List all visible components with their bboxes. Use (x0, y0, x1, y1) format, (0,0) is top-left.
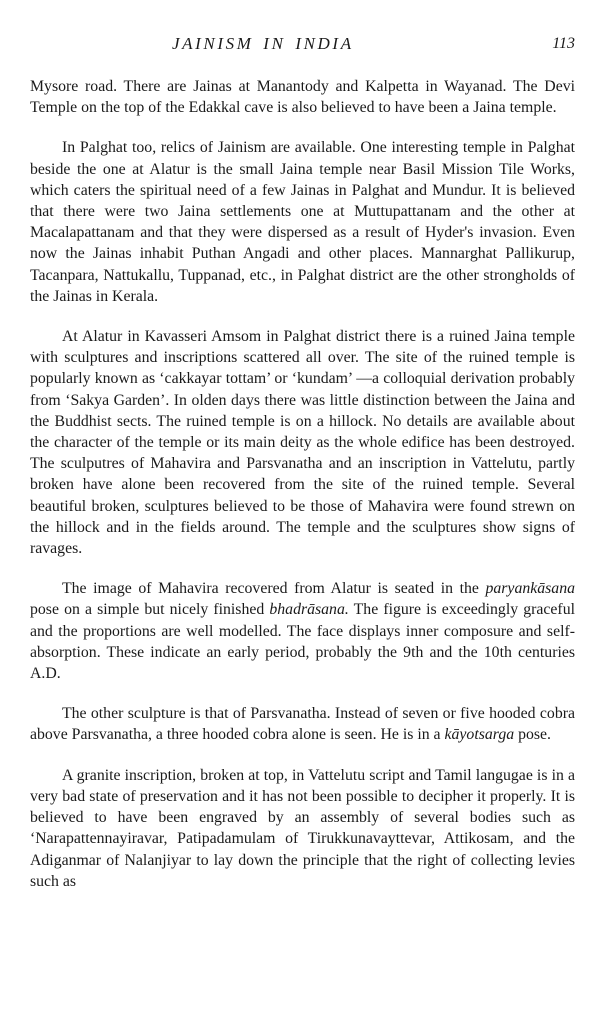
running-title: JAINISM IN INDIA (172, 34, 354, 53)
italic-term: paryankāsana (485, 580, 575, 598)
paragraph-inscription: A granite inscription, broken at top, in Vattelutu script and Tamil langugae is in a very bad state of preservation and it has not been possible to decipher it properly. It is believed to have been engraved by an assembly of several bodies such as ‘Narapattennayiravar, Patipadamulam of Tirukkunavayttevar, Attikosam, and the Adiganmar of Nalanjiyar to lay down the principle that the right of collecting levies such as (30, 766, 575, 890)
text-run: pose on a simple but nicely finished (30, 601, 270, 619)
italic-term: kāyotsarga (444, 726, 515, 744)
paragraph-parsvanatha (30, 703, 575, 745)
paragraph-alatur: At Alatur in Kavasseri Amsom in Palghat district there is a ruined Jaina temple with sculptures and inscriptions scattered all over. The site of the ruined temple is popularly known as ‘cakkayar tottam’ or ‘kundam’ —a colloquial derivation probably from ‘Sakya Garden’. In olden days there was little distinction between the Jaina and the Buddhist sects. The ruined temple is on a hillock. No details are available about the character of the temple or its main deity as the whole edifice has been destroyed. The sculputres of Mahavira and Parsvanatha and an inscription in Vattelutu, partly broken have alone been recovered from the site of the ruined temple. Several beautiful broken, sculptures believed to be those of Mahavira were found strewn on the hillock and in the fields around. The temple and the sculptures show signs of ravages. (30, 328, 575, 558)
text-run: The figure is exceedingly graceful and the proportions are well modelled. The face displays inner composure and self-absorption. These indicate an early period, probably the 9th and the 10th centuries A.D. (30, 601, 575, 683)
paragraph-continuation: Mysore road. There are Jainas at Manantody and Kalpetta in Wayanad. The Devi Temple on the top of the Edakkal cave is also believed to have been a Jaina temple. (30, 78, 575, 117)
text-run: pose. (514, 726, 551, 744)
italic-term: bhadrāsana. (269, 601, 349, 619)
paragraph-mahavira-image (30, 578, 575, 684)
paragraph-palghat: In Palghat too, relics of Jainism are available. One interesting temple in Palghat beside the one at Alatur is the small Jaina temple near Basil Mission Tile Works, which caters the spiritual need of a few Jainas in Palghat and Mundur. It is believed that there were two Jaina settlements one at Muttupattanam and the other at Macalapattanam and that they were dispersed as a result of Hyder's invasion. Even now the Jainas inhabit Puthan Angadi and other places. Mannarghat Pallikurup, Tacanpara, Nattukallu, Tuppanad, etc., in Palghat district are the other strongholds of the Jainas in Kerala. (30, 139, 575, 305)
page-number: 113 (552, 35, 575, 52)
text-run: The other sculpture is that of Parsvanatha. Instead of seven or five hooded cobra above Parsvanatha, a three hooded cobra alone is seen. He is in a (30, 705, 575, 744)
page-header (30, 34, 575, 56)
body-text (30, 76, 575, 892)
text-run: The image of Mahavira recovered from Alatur is seated in the (62, 580, 486, 598)
book-page (30, 34, 575, 892)
